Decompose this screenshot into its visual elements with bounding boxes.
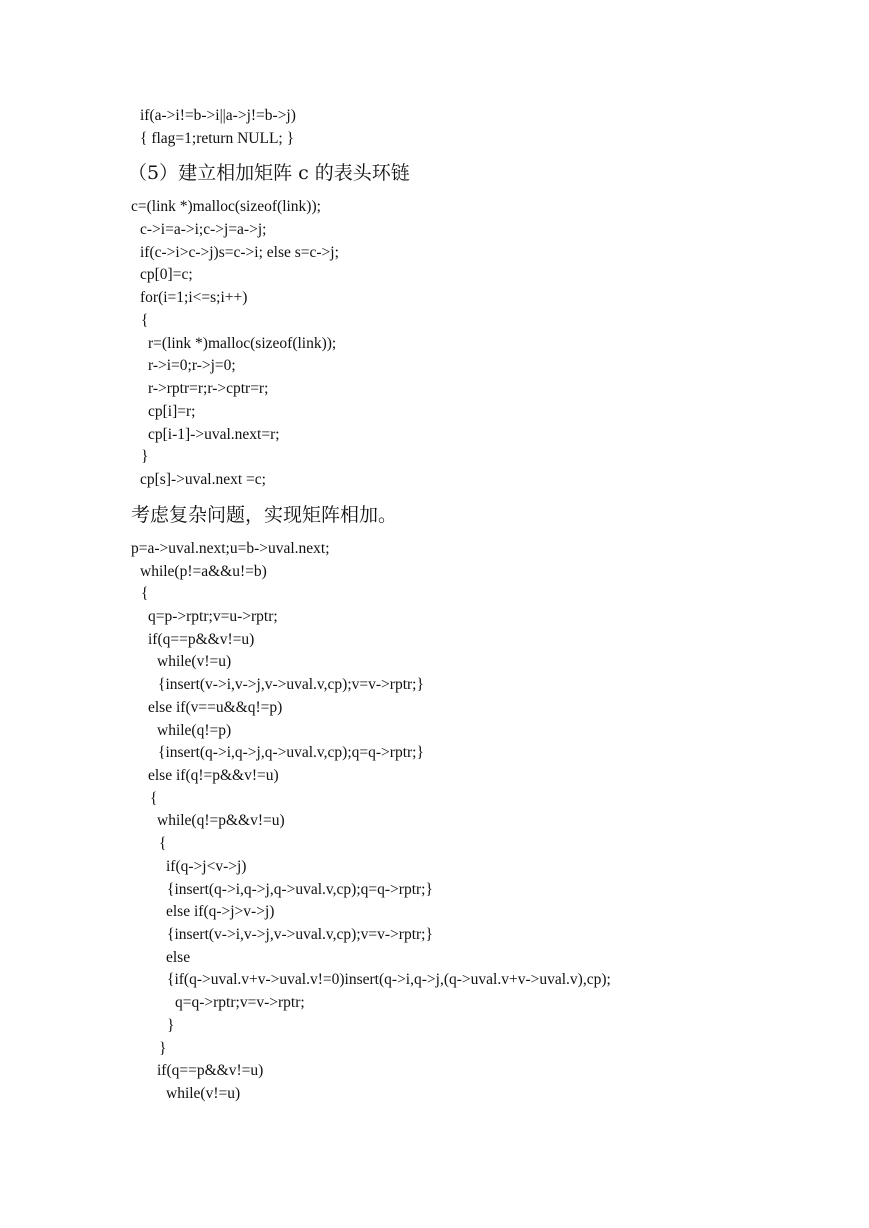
code-line: while(q!=p) xyxy=(157,722,232,739)
code-line: { xyxy=(141,585,149,602)
code-line: if(q==p&&v!=u) xyxy=(148,631,255,648)
code-line: {insert(v->i,v->j,v->uval.v,cp);v=v->rptr;} xyxy=(167,926,433,943)
section-heading: （5）建立相加矩阵 c 的表头环链 xyxy=(128,162,410,184)
code-line: for(i=1;i<=s;i++) xyxy=(140,289,248,306)
code-line: } xyxy=(167,1017,175,1034)
code-line: if(q==p&&v!=u) xyxy=(157,1062,264,1079)
code-line: {insert(q->i,q->j,q->uval.v,cp);q=q->rptr;} xyxy=(158,744,424,761)
code-line: if(a->i!=b->i||a->j!=b->j) xyxy=(140,107,296,124)
code-line: cp[s]->uval.next =c; xyxy=(140,471,266,488)
code-line: } xyxy=(159,1040,167,1057)
code-line: r->rptr=r;r->cptr=r; xyxy=(148,380,269,397)
code-line: cp[i]=r; xyxy=(148,403,196,420)
code-line: r=(link *)malloc(sizeof(link)); xyxy=(148,335,337,352)
code-line: } xyxy=(141,448,149,465)
code-line: q=q->rptr;v=v->rptr; xyxy=(175,994,305,1011)
code-line: if(q->j<v->j) xyxy=(166,858,247,875)
code-line: {insert(q->i,q->j,q->uval.v,cp);q=q->rptr;} xyxy=(167,881,433,898)
code-line: else xyxy=(166,949,191,966)
code-line: { xyxy=(159,835,167,852)
code-line: c=(link *)malloc(sizeof(link)); xyxy=(131,198,321,215)
code-line: cp[0]=c; xyxy=(140,266,193,283)
code-line: else if(q!=p&&v!=u) xyxy=(148,767,279,784)
code-line: r->i=0;r->j=0; xyxy=(148,357,236,374)
code-line: p=a->uval.next;u=b->uval.next; xyxy=(131,540,330,557)
code-line: else if(q->j>v->j) xyxy=(166,903,275,920)
code-line: { xyxy=(150,790,158,807)
code-line: while(q!=p&&v!=u) xyxy=(157,812,285,829)
code-line: c->i=a->i;c->j=a->j; xyxy=(140,221,267,238)
code-line: while(v!=u) xyxy=(166,1085,241,1102)
code-line: while(p!=a&&u!=b) xyxy=(140,563,267,580)
code-line: { xyxy=(141,312,149,329)
code-line: { flag=1;return NULL; } xyxy=(140,130,295,147)
code-line: if(c->i>c->j)s=c->i; else s=c->j; xyxy=(140,244,339,261)
code-line: cp[i-1]->uval.next=r; xyxy=(148,426,280,443)
code-line: while(v!=u) xyxy=(157,653,232,670)
code-line: {if(q->uval.v+v->uval.v!=0)insert(q->i,q->j,(q->uval.v+v->uval.v),cp); xyxy=(167,971,611,988)
section-heading: 考虑复杂问题，实现矩阵相加。 xyxy=(131,504,398,526)
code-line: else if(v==u&&q!=p) xyxy=(148,699,283,716)
code-line: {insert(v->i,v->j,v->uval.v,cp);v=v->rptr;} xyxy=(158,676,424,693)
code-line: q=p->rptr;v=u->rptr; xyxy=(148,608,278,625)
